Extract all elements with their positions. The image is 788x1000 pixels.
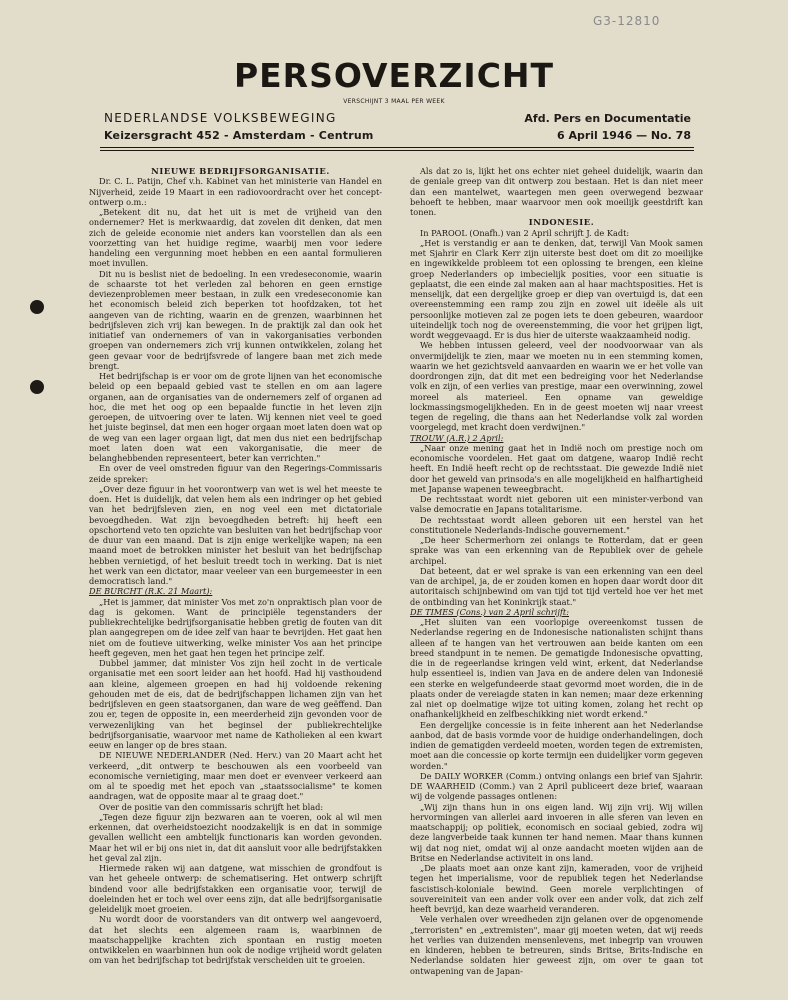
- punch-hole-top: [30, 300, 44, 314]
- department-label: Afd. Pers en Documentatie: [524, 112, 691, 125]
- section-heading-bedrijfsorganisatie: NIEUWE BEDRIJFSORGANISATIE.: [151, 166, 330, 176]
- paragraph: We hebben intussen geleerd, veel der noodvoorwaar van als onvermijdelijk te zien, maar we moeten nu in een stemming komen, waarin we het gezichtsveld aanvaarden en waarin we er het volle van doordrongen zijn, dat dit met een bedreiging voor het Nederlandse volk en zijn, of een verlies van prestige, maar een overwinning, zowel moreel als materieel. Een opname van geweldige lockmassingsmogelijkheden. En in de geest moeten wij naar vreest tegen de regeling, die thans aan het Nederlandse volk zal worden voorgelegd, met kracht doen verdwijnen.": [410, 340, 703, 433]
- paragraph: Als dat zo is, lijkt het ons echter niet geheel duidelijk, waarin dan de geniale greep van dit ontwerp zou bestaan. Het is dan niet meer dan een mantelwet, waartegen men geen overwegend bezwaar behoeft te hebben, maar waarvoor men ook moeilijk geestdrift kan tonen.: [410, 166, 703, 217]
- paragraph: Dat beteent, dat er wel sprake is van een erkenning van een deel van de archipel, ja, de er zouden komen en hopen daar wordt door dit autoritaisch schijnbewind om van tijd tot tijd verteld hoe ver het met de ontbinding van het Koninkrijk staat.": [410, 565, 703, 607]
- paragraph: Een dergelijke concessie is in feite inherent aan het Nederlandse aanbod, dat de basis vormde voor de huidige onderhandelingen, doch indien de gematigden verdeeld moeten, worden tegen de extremisten, moet aan die concessie op korte termijn een duidelijker vorm gegeven worden.": [410, 719, 703, 771]
- paragraph: Dubbel jammer, dat minister Vos zijn heil zocht in de verticale organisatie met een soort leider aan het hoofd. Had hij vasthoudend aan kleine, algemeen groepen en had hij voldoende rekening gehouden met de eis, dat de bedrijfschappen lichamen zijn van het bedrijfsleven en geen staatsorganen, dan ware de weg geëffend. Dan zou er, tegen de opposite in, een meerderheid zijn gevonden voor de verwezenlijking van het beginsel der publiekrechtelijke bedrijfsorganisatie, waarvoor met name de Katholieken al een kwart eeuw en langer op de bres staan.: [89, 658, 382, 750]
- paragraph: „Het sluiten van een voorlopige overeenkomst tussen de Nederlandse regering en de Indonesische nationalisten schijnt thans alleen af te hangen van het vertrouwen aan beide kanten om een breed standpunt in te nemen. De gematigde Indonesische opvatting, die in de regeerlandse kringen veld wint, erkent, dat Nederlandse hulp essentieel is, indien van Java en de andere delen van Indonesië een sterke en welgefundeerde staat gevormd moet worden, die in de plaats onder de vereiagde staten in kan nemen; maar deze erkenning zal niet op doelmatige wijze tot uiting komen, zolang het recht op onafhankelijkheid en zelfbeschikking niet wordt erkend.": [410, 617, 703, 720]
- issue-date-number: 6 April 1946 — No. 78: [556, 129, 691, 142]
- publisher-name: NEDERLANDSE VOLKSBEWEGING: [104, 111, 337, 125]
- paragraph: De rechtsstaat wordt alleen geboren uit een herstel van het constitutionele Nederlands-Indische gouvernement.": [410, 514, 703, 535]
- paragraph: In PAROOL (Onafh.) van 2 April schrijft J. de Kadt:: [420, 227, 630, 238]
- paragraph: En over de veel omstreden figuur van den Regerings-Commissaris zeide spreker:: [89, 463, 382, 484]
- paragraph: „Over deze figuur in het voorontwerp van wet is wel het meeste te doen. Het is duidelijk, dat velen hem als een indringer op het gebied van het bedrijfsleven zien, en nog veel een met dictatoriale bevoegdheden. Wat zijn bevoegdheden betreft: hij heeft een opschortend veto ten opzichte van besluiten van het bedrijfschap voor de duur van een maand. Dat is zijn enige werkelijke wapen; na een maand moet de betrokken minister het besluit van het bedrijfschap hebben vernietigd, of het besluit treedt toch in werking. Dat is niet het werk van een dictator, maar veeleer van een burgemeester in een democratisch land.": [89, 483, 382, 586]
- paragraph: Nu wordt door de voorstanders van dit ontwerp wel aangevoerd, dat het slechts een algemeen raam is, waarbinnen de maatschappelijke krachten zich spontaan en rustig moeten ontwikkelen en waarbinnen hun ook de nodige vrijheid wordt gelaten om van het bedrijfschap tot bedrijfstak verscheiden uit te groeien.: [89, 914, 382, 966]
- archive-mark: G3-12810: [593, 14, 661, 28]
- paragraph: Hiermede raken wij aan datgene, wat misschien de grondfout is van het geheele ontwerp: de schematisering. Het ontwerp schrijft bindend voor alle bedrijfstakken een organisatie voor, terwijl de doeleinden het er toch wel over eens zijn, dat alle bedrijfsorganisatie geleidelijk moet groeien.: [89, 863, 382, 914]
- paragraph: „Betekent dit nu, dat het uit is met de vrijheid van den ondernemer? Het is merkwaardig, dat zovelen dit denken, dat men zich de geleide economie niet anders kan voorstellen dan als een voorzetting van het huidige regime, waarbij men voor iedere handeling een vergunning moet hebben en een aantal formulieren moet invullen.: [89, 207, 382, 269]
- paragraph: Dr. C. L. Patijn, Chef v.h. Kabinet van het ministerie van Handel en Nijverheid, zeide 19 Maart in een radiovoordracht over het concept-ontwerp o.m.:: [89, 176, 382, 207]
- paragraph: „Wij zijn thans hun in ons eigen land. Wij zijn vrij. Wij willen hervormingen van allerlei aard invoeren in alle sferen van leven en maatschappij; op politiek, economisch en sociaal gebied, zodra wij deze langverbeide taak kunnen ter hand nemen. Maar thans kunnen wij dat nog niet, omdat wij al onze aandacht moeten wijden aan de Britse en Nederlandse activiteit in ons land.: [410, 801, 703, 863]
- paragraph: DE NIEUWE NEDERLANDER (Ned. Herv.) van 20 Maart acht het verkeerd, „dit ontwerp te beschouwen als een voorbeeld van economische vernietiging, maar men doet er evenveer verkeerd aan om al te spoedig met het epoch van „staatssocialisme" te komen aandragen, wat de opposite maar al te graag doet.": [89, 750, 382, 802]
- right-column: [410, 166, 703, 988]
- paragraph: De rechtsstaat wordt niet geboren uit een minister-verbond van valse democratie en Japans totalitarisme.: [410, 494, 703, 515]
- paragraph: De DAILY WORKER (Comm.) ontving onlangs een brief van Sjahrir. DE WAARHEID (Comm.) van 2 April publiceert deze brief, waaraan wij de volgende passages ontlenen:: [410, 770, 703, 802]
- source-label-trouw: TROUW (A.R.) 2 April:: [410, 432, 504, 443]
- paragraph: „De plaats moet aan onze kant zijn, kameraden, voor de vrijheid tegen het imperialisme, voor de republiek tegen het Nederlandse fascistisch-koloniale bewind. Geen morele verplichtingen of souvereiniteit van een ander volk over een ander volk, dat zich zelf heeft bevrijd, kan deze waarheid veranderen.: [410, 863, 703, 914]
- publisher-address: Keizersgracht 452 - Amsterdam - Centrum: [104, 129, 374, 142]
- section-heading-indonesie: INDONESIE.: [528, 217, 595, 228]
- source-label-the-times: DE TIMES (Cons.) van 2 April schrijft:: [410, 606, 569, 617]
- paragraph: „Het is verstandig er aan te denken, dat, terwijl Van Mook samen met Sjahrir en Clark Kerr zijn uiterste best doet om dit zo moeilijke en ingewikkelde probleem tot een oplossing te brengen, een kleine groep Nederlanders op imbecielijk posities, voor een situatie is geplaatst, die een einde zal maken aan al haar machtsposities. Het is menselijk, dat een dergelijke groep er diep van overtuigd is, dat een overeenstemming een ramp zou zijn en zowel uit ideële als uit persoonlijke motieven zal ze pogen iets te doen gebeuren, waardoor uiteindelijk toch nog de overeenstemming, die voor het grijpen ligt, wordt weggevaagd. Er is dus hier de uiterste waakzaamheid nodig.: [410, 237, 703, 340]
- left-column: [89, 166, 382, 988]
- paragraph: Over de positie van den commissaris schrijft het blad:: [99, 801, 324, 812]
- punch-hole-bottom: [30, 380, 44, 394]
- masthead-subtitle: VERSCHIJNT 3 MAAL PER WEEK: [343, 98, 445, 105]
- masthead-title: PERSOVERZICHT: [233, 56, 555, 95]
- paragraph: Het bedrijfschap is er voor om de grote lijnen van het economische beleid op een bepaald gebied vast te stellen en om aan lagere organen, aan de organisaties van de ondernemers zelf of organen ad hoc, die met het oog op een bepaalde functie in het leven zijn geroepen, de uitvoering over te laten. Wij kennen niet veel te goed het juiste beginsel, dat men een hoger orgaan moet laten doen wat op de weg van een lager orgaan ligt, dat men dus niet een bedrijfschap moet laten doen wat een vakorganisatie, die meer de belanghebbenden representeert, beter kan verrichten.": [89, 371, 382, 463]
- paragraph: „Het is jammer, dat minister Vos met zo'n onpraktisch plan voor de dag is gekomen. Want de principiële tegenstanders der publiekrechtelijke bedrijfsorganisatie hebben gretig de fouten van dit plan aangegrepen om de idee zelf van haar te bevrijden. Het gaat hen niet om de foutieve uitwerking, welke minister Vos aan het principe heeft gegeven, men het gaat hen tegen het principe zelf.: [89, 596, 382, 658]
- paragraph: Dit nu is beslist niet de bedoeling. In een vredeseconomie, waarin de schaarste tot het verleden zal behoren en geen ernstige deviezenproblemen meer bestaan, in zulk een vredeseconomie kan het economisch beleid zich beperken tot hoofdzaken, tot het aangeven van de richting, waarin en de grenzen, waarbinnen het bedrijfsleven zich vrij kan bewegen. In de praktijk zal dan ook het initiatief van ondernemers of van in vakorganisaties verbonden groepen van ondernemers zich vrij kunnen ontwikkelen, zolang het geen gevaar voor de bedrijfsvrede of langere baan met zich mede brengt.: [89, 268, 382, 371]
- paragraph: „Tegen deze figuur zijn bezwaren aan te voeren, ook al wil men erkennen, dat overheidstoezicht noodzakelijk is en dat in sommige gevallen wellicht een ambtelijk functionaris kan worden gevonden. Maar het wil er bij ons niet in, dat dit aansluit voor alle bedrijfstakken het geval zal zijn.: [89, 811, 382, 863]
- source-label-de-burcht: DE BURCHT (R.K. 21 Maart):: [89, 586, 213, 597]
- paragraph: „De heer Schermerhorn zei onlangs te Rotterdam, dat er geen sprake was van een erkenning van de Republiek over de gehele archipel.: [410, 535, 703, 566]
- paragraph: Vele verhalen over wreedheden zijn gelanen over de opgenomende „terroristen" en „extremisten", maar gij moeten weten, dat wij reeds het verlies van duizenden mensenlevens, met inbegrip van vrouwen en kinderen, hebben te betreuren, sinds Britse, Brits-Indische en Nederlandse soldaten hier geweest zijn, om over te gaan tot ontwapening van de Japan-: [410, 914, 703, 976]
- paragraph: „Naar onze mening gaat het in Indië noch om prestige noch om economische voordelen. Het gaat om datgene, waarop Indië recht heeft. En Indië heeft recht op de rechtsstaat. Die gewezde Indië niet door het geweld van prinsoda's en alle mogelijkheid en halfhartigheid met Japanse wapenen teweegbracht.: [410, 442, 703, 494]
- header-rule-bottom: [100, 150, 694, 151]
- header-rule-top: [100, 147, 694, 148]
